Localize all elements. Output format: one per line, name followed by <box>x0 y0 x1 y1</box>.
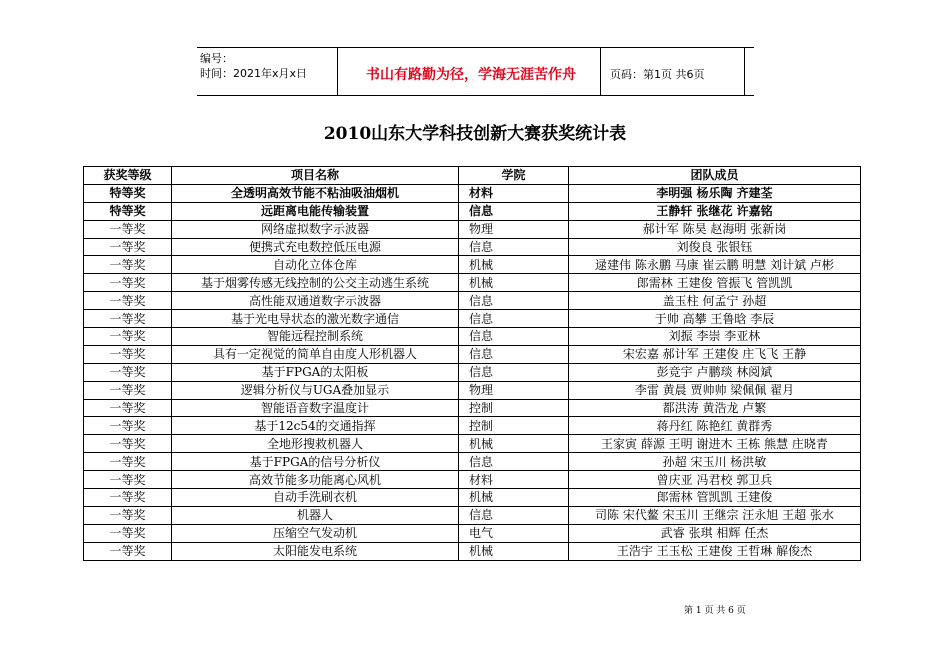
cell-grade: 一等奖 <box>84 310 172 328</box>
cell-school: 物理 <box>459 381 569 399</box>
cell-members: 王家寅 薛源 王明 谢进木 王栋 熊慧 庄晓青 <box>569 435 861 453</box>
column-header-members: 团队成员 <box>569 167 861 185</box>
header-page-indicator: 页码：第1页 共6页 <box>610 68 705 81</box>
cell-project: 网络虚拟数字示波器 <box>172 220 459 238</box>
table-row <box>84 184 861 202</box>
cell-project: 机器人 <box>172 506 459 524</box>
cell-project: 自动化立体仓库 <box>172 256 459 274</box>
cell-members: 蒋丹红 陈艳红 黄群秀 <box>569 417 861 435</box>
column-header-project: 项目名称 <box>172 167 459 185</box>
cell-members: 王浩宇 王玉松 王建俊 王哲琳 解俊杰 <box>569 542 861 560</box>
table-row <box>84 238 861 256</box>
cell-grade: 一等奖 <box>84 542 172 560</box>
cell-members: 刘俊良 张银钰 <box>569 238 861 256</box>
cell-members: 郎需林 王建俊 管振飞 管凯凯 <box>569 274 861 292</box>
cell-school: 信息 <box>459 310 569 328</box>
cell-grade: 一等奖 <box>84 453 172 471</box>
page-header <box>197 47 754 96</box>
cell-school: 材料 <box>459 184 569 202</box>
cell-members: 都洪涛 黄浩龙 卢繁 <box>569 399 861 417</box>
cell-members: 刘振 李崇 李亚林 <box>569 328 861 346</box>
cell-school: 信息 <box>459 292 569 310</box>
awards-table <box>83 166 861 561</box>
cell-grade: 一等奖 <box>84 399 172 417</box>
table-row <box>84 328 861 346</box>
table-row <box>84 345 861 363</box>
cell-grade: 一等奖 <box>84 328 172 346</box>
table-row <box>84 202 861 220</box>
cell-project: 基于光电导状态的激光数字通信 <box>172 310 459 328</box>
cell-project: 基于12c54的交通指挥 <box>172 417 459 435</box>
table-row <box>84 274 861 292</box>
cell-project: 智能语音数字温度计 <box>172 399 459 417</box>
cell-project: 高性能双通道数字示波器 <box>172 292 459 310</box>
header-motto: 书山有路勤为径，学海无涯苦作舟 <box>366 67 576 83</box>
cell-project: 逻辑分析仪与UGA叠加显示 <box>172 381 459 399</box>
cell-grade: 一等奖 <box>84 471 172 489</box>
cell-grade: 一等奖 <box>84 417 172 435</box>
cell-project: 全透明高效节能不粘油吸油烟机 <box>172 184 459 202</box>
header-motto-cell <box>337 48 745 95</box>
cell-project: 远距离电能传输装置 <box>172 202 459 220</box>
table-row <box>84 256 861 274</box>
cell-school: 机械 <box>459 542 569 560</box>
header-divider <box>600 48 601 95</box>
cell-grade: 一等奖 <box>84 506 172 524</box>
cell-school: 物理 <box>459 220 569 238</box>
cell-grade: 一等奖 <box>84 274 172 292</box>
cell-project: 智能远程控制系统 <box>172 328 459 346</box>
table-row <box>84 417 861 435</box>
cell-members: 曾庆亚 冯君校 郭卫兵 <box>569 471 861 489</box>
cell-grade: 一等奖 <box>84 435 172 453</box>
cell-school: 信息 <box>459 453 569 471</box>
table-row <box>84 506 861 524</box>
table-row <box>84 399 861 417</box>
table-row <box>84 292 861 310</box>
table-row <box>84 471 861 489</box>
cell-members: 王静轩 张继花 许嘉铭 <box>569 202 861 220</box>
cell-project: 基于烟雾传感无线控制的公交主动逃生系统 <box>172 274 459 292</box>
cell-school: 机械 <box>459 435 569 453</box>
cell-project: 压缩空气发动机 <box>172 524 459 542</box>
table-row <box>84 524 861 542</box>
column-header-school: 学院 <box>459 167 569 185</box>
cell-grade: 一等奖 <box>84 489 172 507</box>
cell-members: 李明强 杨乐陶 齐建荃 <box>569 184 861 202</box>
cell-school: 信息 <box>459 238 569 256</box>
header-meta <box>200 51 335 81</box>
cell-members: 于帅 高攀 王鲁晗 李辰 <box>569 310 861 328</box>
cell-project: 全地形搜救机器人 <box>172 435 459 453</box>
cell-members: 彭竞宇 卢鹏琰 林阅斌 <box>569 363 861 381</box>
cell-school: 信息 <box>459 363 569 381</box>
cell-members: 郝计军 陈昊 赵海明 张新岗 <box>569 220 861 238</box>
cell-school: 电气 <box>459 524 569 542</box>
table-row <box>84 435 861 453</box>
cell-grade: 一等奖 <box>84 381 172 399</box>
cell-grade: 一等奖 <box>84 256 172 274</box>
cell-project: 便携式充电数控低压电源 <box>172 238 459 256</box>
cell-members: 盖玉柱 何孟宁 孙超 <box>569 292 861 310</box>
cell-project: 基于FPGA的太阳板 <box>172 363 459 381</box>
cell-project: 太阳能发电系统 <box>172 542 459 560</box>
cell-members: 郎需林 管凯凯 王建俊 <box>569 489 861 507</box>
cell-members: 李雷 黄晨 贾帅帅 梁佩佩 翟月 <box>569 381 861 399</box>
page-footer: 第 1 页 共 6 页 <box>684 606 746 616</box>
cell-members: 武睿 张琪 相辉 任杰 <box>569 524 861 542</box>
cell-project: 高效节能多功能离心风机 <box>172 471 459 489</box>
document-time-label: 时间：2021年x月x日 <box>200 67 308 80</box>
cell-school: 机械 <box>459 256 569 274</box>
cell-school: 信息 <box>459 202 569 220</box>
table-header-row <box>84 167 861 185</box>
cell-grade: 一等奖 <box>84 238 172 256</box>
cell-project: 基于FPGA的信号分析仪 <box>172 453 459 471</box>
cell-grade: 一等奖 <box>84 524 172 542</box>
table-row <box>84 453 861 471</box>
cell-grade: 一等奖 <box>84 292 172 310</box>
table-row <box>84 542 861 560</box>
cell-grade: 一等奖 <box>84 220 172 238</box>
cell-school: 信息 <box>459 328 569 346</box>
cell-project: 具有一定视觉的简单自由度人形机器人 <box>172 345 459 363</box>
cell-members: 司陈 宋代鳌 宋玉川 王继宗 汪永旭 王超 张水 <box>569 506 861 524</box>
cell-school: 控制 <box>459 399 569 417</box>
cell-members: 孙超 宋玉川 杨洪敏 <box>569 453 861 471</box>
table-row <box>84 363 861 381</box>
cell-members: 逯建伟 陈永鹏 马康 崔云鹏 明慧 刘计斌 卢彬 <box>569 256 861 274</box>
cell-school: 材料 <box>459 471 569 489</box>
table-row <box>84 489 861 507</box>
column-header-grade: 获奖等级 <box>84 167 172 185</box>
cell-school: 信息 <box>459 345 569 363</box>
cell-grade: 特等奖 <box>84 202 172 220</box>
cell-members: 宋宏嘉 郝计军 王建俊 庄飞飞 王静 <box>569 345 861 363</box>
document-title: 2010山东大学科技创新大赛获奖统计表 <box>323 124 627 144</box>
cell-grade: 一等奖 <box>84 363 172 381</box>
cell-grade: 特等奖 <box>84 184 172 202</box>
cell-school: 机械 <box>459 489 569 507</box>
table-row <box>84 310 861 328</box>
cell-grade: 一等奖 <box>84 345 172 363</box>
cell-project: 自动手洗刷衣机 <box>172 489 459 507</box>
document-number-label: 编号： <box>200 52 233 65</box>
cell-school: 控制 <box>459 417 569 435</box>
table-row <box>84 220 861 238</box>
cell-school: 机械 <box>459 274 569 292</box>
table-row <box>84 381 861 399</box>
cell-school: 信息 <box>459 506 569 524</box>
